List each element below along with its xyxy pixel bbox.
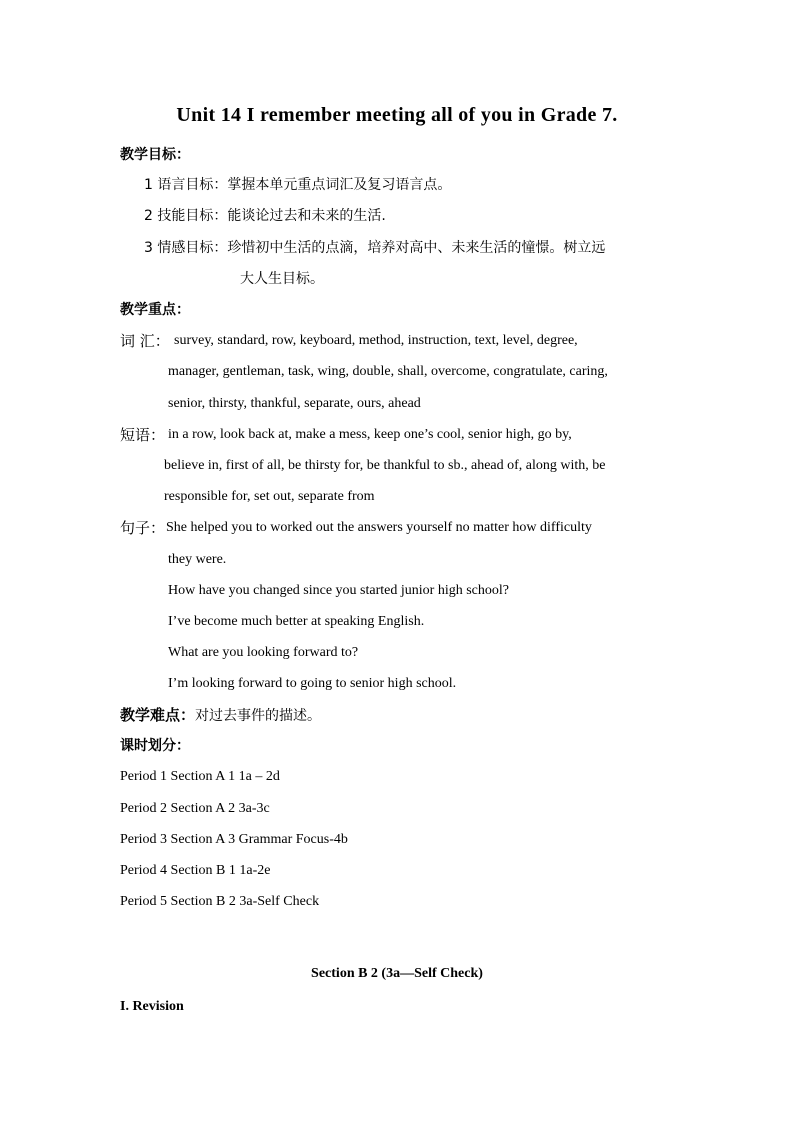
sentence-line: I’m looking forward to going to senior high school. <box>168 676 457 691</box>
objective-item-continued: 大人生目标。 <box>240 271 324 287</box>
sentence-line: How have you changed since you started junior high school? <box>168 583 509 598</box>
key-points-heading: 教学重点： <box>120 302 190 318</box>
objective-item: 3 情感目标：珍惜初中生活的点滴，培养对高中、未来生活的憧憬。树立远 <box>144 240 606 256</box>
phrase-label: 短语： <box>120 426 166 444</box>
vocab-line: senior, thirsty, thankful, separate, ours, ahead <box>168 396 421 411</box>
difficulty-heading: 教学难点： <box>120 706 196 724</box>
sentence-label: 句子： <box>120 519 166 537</box>
sentence-line: What are you looking forward to? <box>168 645 359 660</box>
difficulty-text: 对过去事件的描述。 <box>195 708 322 724</box>
sentence-line: She helped you to worked out the answers yourself no matter how difficulty <box>166 520 592 535</box>
period-item: Period 5 Section B 2 3a-Self Check <box>120 894 320 909</box>
section-title: Section B 2 (3a—Self Check) <box>311 966 483 981</box>
sentence-line: they were. <box>168 552 227 567</box>
period-item: Period 4 Section B 1 1a-2e <box>120 863 271 878</box>
period-item: Period 2 Section A 2 3a-3c <box>120 801 270 816</box>
objective-item: 1 语言目标：掌握本单元重点词汇及复习语言点。 <box>144 177 452 193</box>
phrase-line: believe in, first of all, be thirsty for, be thankful to sb., ahead of, along with, be <box>164 458 606 473</box>
vocab-line: manager, gentleman, task, wing, double, shall, overcome, congratulate, caring, <box>168 364 608 379</box>
period-item: Period 3 Section A 3 Grammar Focus-4b <box>120 832 348 847</box>
sentence-line: I’ve become much better at speaking English. <box>168 614 425 629</box>
revision-heading: I. Revision <box>120 999 184 1014</box>
objective-item: 2 技能目标：能谈论过去和未来的生活. <box>144 208 386 224</box>
phrase-line: in a row, look back at, make a mess, keep one’s cool, senior high, go by, <box>168 427 572 442</box>
periods-heading: 课时划分： <box>120 738 190 754</box>
objectives-heading: 教学目标： <box>120 147 190 163</box>
document-title: Unit 14 I remember meeting all of you in Grade 7. <box>176 104 618 126</box>
phrase-line: responsible for, set out, separate from <box>164 489 375 504</box>
vocab-label: 词 汇： <box>120 332 170 350</box>
vocab-line: survey, standard, row, keyboard, method, instruction, text, level, degree, <box>174 333 578 348</box>
period-item: Period 1 Section A 1 1a – 2d <box>120 769 280 784</box>
